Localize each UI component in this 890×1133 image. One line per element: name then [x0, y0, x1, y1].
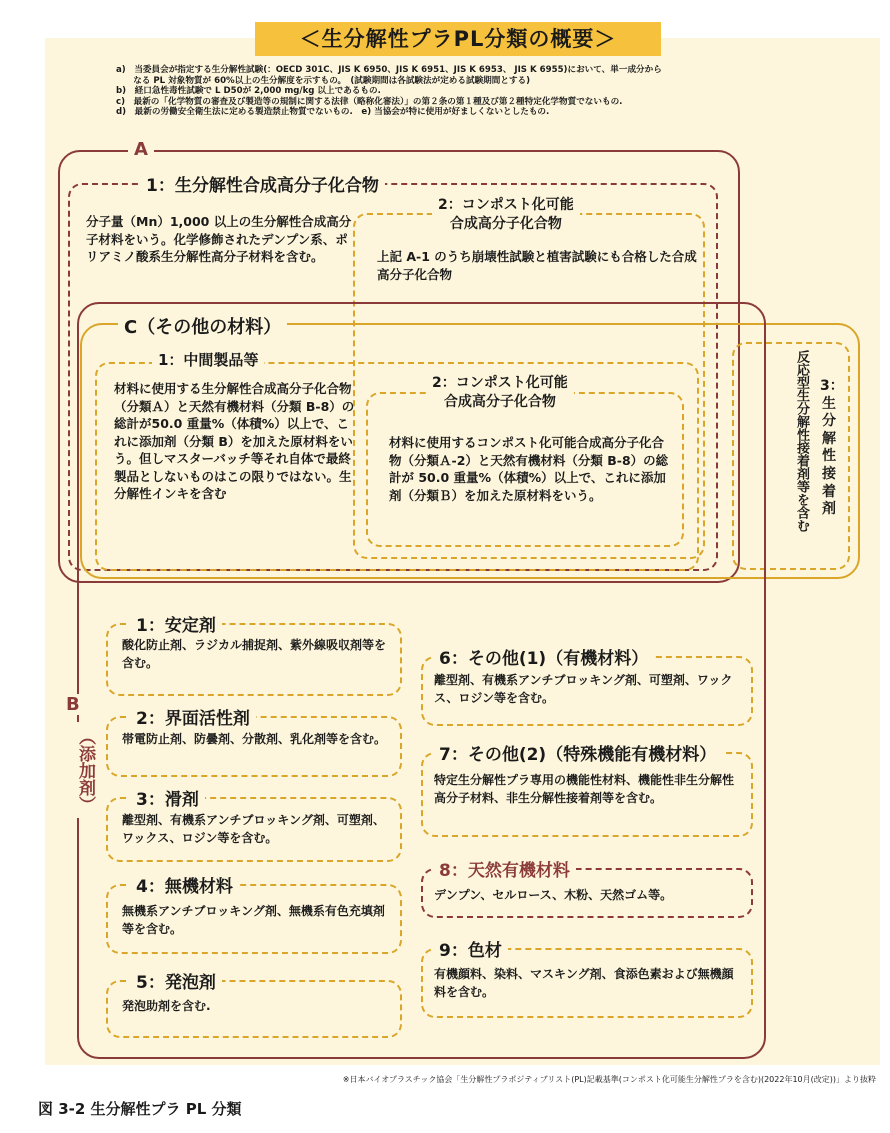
b5-body: 発泡助剤を含む.	[122, 999, 211, 1013]
note-line: なる PL 対象物質が 60%以上の生分解度を示すもの。 (試験期間は各試験法が定める試験期間とする)	[116, 75, 531, 86]
source-credit: ※日本バイオプラスチック協会「生分解性プラポジティブリスト(PL)記載基準(コンポスト化可能生分解性プラを含む)(2022年10月(改定))」より抜粋	[342, 1075, 876, 1084]
a2-body: 上記 A-1 のうち崩壊性試験と植害試験にも合格した合成高分子化合物	[377, 249, 697, 282]
b3-body: 離型剤、有機系アンチブロッキング剤、可塑剤、ワックス、ロジン等を含む。	[122, 813, 385, 845]
b9-heading: 9：色材	[433, 936, 508, 961]
b1-body: 酸化防止剤、ラジカル捕捉剤、紫外線吸収剤等を含む。	[122, 638, 387, 670]
b8-body: デンプン、セルロース、木粉、天然ゴム等。	[434, 888, 673, 902]
notes-block	[116, 65, 662, 118]
b4-body: 無機系アンチブロッキング剤、無機系有色充填剤等を含む。	[122, 904, 385, 936]
b5-heading: 5：発泡剤	[130, 968, 222, 993]
note-line: b) 経口急性毒性試験で L D50が 2,000 mg/kg 以上であるもの.	[116, 86, 381, 97]
c2-heading: 2：コンポスト化可能 合成高分子化合物	[426, 374, 574, 412]
diagram-title: ＜生分解性プラPL分類の概要＞	[255, 22, 661, 56]
c3-body: 反応型生分解性接着剤等を含む	[794, 350, 809, 532]
group-a-label: A	[128, 139, 154, 160]
b1-heading: 1：安定剤	[130, 611, 222, 636]
a2-heading: 2：コンポスト化可能 合成高分子化合物	[432, 196, 580, 234]
note-line: a) 当委員会が指定する生分解性試験(：OECD 301C、JIS K 6950、JIS K 6951、JIS K 6953、 JIS K 6955)において、単一成分から	[116, 65, 662, 75]
group-c-label: C（その他の材料）	[118, 313, 287, 339]
figure-caption: 図 3-2 生分解性プラ PL 分類	[38, 1100, 242, 1118]
note-line: c) 最新の「化学物質の審査及び製造等の規制に関する法律（略称化審法）」の第２条の第１種及び第２種特定化学物質でないもの.	[116, 96, 623, 107]
b2-heading: 2：界面活性剤	[130, 704, 256, 729]
b3-heading: 3：滑剤	[130, 785, 205, 810]
b7-body: 特定生分解性プラ専用の機能性材料、機能性非生分解性高分子材料、非生分解性接着剤等を含む。	[434, 773, 735, 805]
b4-heading: 4：無機材料	[130, 872, 239, 897]
b6-body: 離型剤、有機系アンチブロッキング剤、可塑剤、ワックス、ロジン等を含む。	[434, 673, 733, 705]
a1-heading: 1：生分解性合成高分子化合物	[140, 171, 385, 196]
b9-body: 有機顔料、染料、マスキング剤、食添色素および無機顔料を含む。	[434, 967, 734, 999]
group-b-sublabel: （添加剤）	[62, 722, 98, 818]
c2-body: 材料に使用するコンポスト化可能合成高分子化合物（分類Ａ-2）と天然有機材料（分類 B-8）の総計が 50.0 重量%（体積%）以上で、これに添加剤（分類Ｂ）を加えた原材料をいう。	[389, 435, 669, 503]
c1-heading: 1：中間製品等	[152, 349, 264, 370]
group-b-label: B	[62, 694, 84, 715]
a1-body: 分子量（Mn）1,000 以上の生分解性合成高分子材料をいう。化学修飾されたデンプン系、ポリアミノ酸系生分解性高分子材料を含む。	[86, 214, 352, 264]
b8-heading: 8：天然有機材料	[433, 856, 576, 881]
note-line: d) 最新の労働安全衛生法に定める製造禁止物質でないもの. e) 当協会が特に使用が好ましくないとしたもの.	[116, 107, 550, 118]
b2-body: 帯電防止剤、防曇剤、分散剤、乳化剤等を含む。	[122, 732, 387, 746]
b6-heading: 6：その他(1)（有機材料）	[433, 644, 654, 669]
b7-heading: 7：その他(2)（特殊機能有機材料）	[433, 740, 722, 765]
c3-heading: 3：生分解性接着剤	[820, 378, 844, 518]
c1-body: 材料に使用する生分解性合成高分子化合物（分類Ａ）と天然有機材料（分類 B-8）の総計が50.0 重量%（体積%）以上で、これに添加剤（分類 B）を加えた原材料をいう。但しマスターバッチ等それ自体で最終製品としないものはこの限りではない。生分解性インキを含む	[114, 381, 355, 501]
